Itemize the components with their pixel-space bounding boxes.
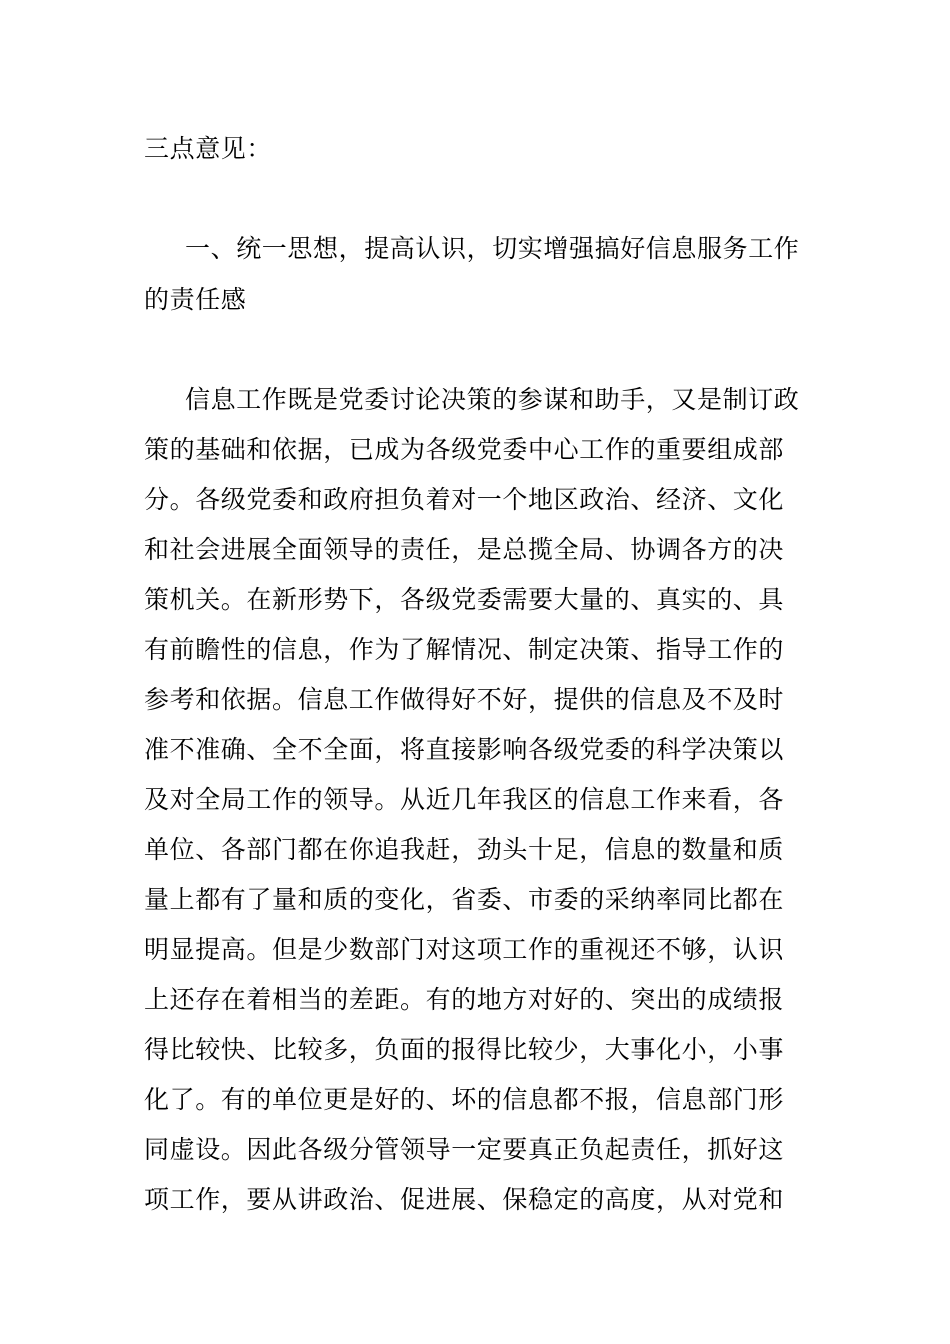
- body-paragraph-line: 和社会进展全面领导的责任，是总揽全局、协调各方的决: [144, 535, 785, 564]
- body-paragraph-line: 分。各级党委和政府担负着对一个地区政治、经济、文化: [144, 485, 785, 514]
- body-paragraph-line: 上还存在着相当的差距。有的地方对好的、突出的成绩报: [144, 985, 785, 1014]
- body-paragraph-line: 策机关。在新形势下，各级党委需要大量的、真实的、具: [144, 585, 785, 614]
- intro-line: 三点意见：: [144, 134, 273, 163]
- body-paragraph-line: 及对全局工作的领导。从近几年我区的信息工作来看，各: [144, 785, 785, 814]
- body-paragraph-line: 项工作，要从讲政治、促进展、保稳定的高度，从对党和: [144, 1185, 785, 1214]
- body-paragraph-line: 化了。有的单位更是好的、坏的信息都不报，信息部门形: [144, 1085, 785, 1114]
- body-paragraph-line: 参考和依据。信息工作做得好不好，提供的信息及不及时: [144, 685, 785, 714]
- section-heading-line: 一、统一思想，提高认识，切实增强搞好信息服务工作: [185, 234, 800, 263]
- body-paragraph-line: 策的基础和依据，已成为各级党委中心工作的重要组成部: [144, 435, 785, 464]
- body-paragraph-line: 单位、各部门都在你追我赶，劲头十足，信息的数量和质: [144, 835, 785, 864]
- section-heading-line: 的责任感: [144, 285, 247, 314]
- body-paragraph-line: 有前瞻性的信息，作为了解情况、制定决策、指导工作的: [144, 635, 785, 664]
- body-paragraph-line: 同虚设。因此各级分管领导一定要真正负起责任，抓好这: [144, 1135, 785, 1164]
- body-paragraph-line: 明显提高。但是少数部门对这项工作的重视还不够，认识: [144, 935, 785, 964]
- body-paragraph-line: 得比较快、比较多，负面的报得比较少，大事化小，小事: [144, 1035, 785, 1064]
- body-paragraph-line: 信息工作既是党委讨论决策的参谋和助手，又是制订政: [185, 385, 800, 414]
- body-paragraph-line: 准不准确、全不全面，将直接影响各级党委的科学决策以: [144, 735, 785, 764]
- body-paragraph-line: 量上都有了量和质的变化，省委、市委的采纳率同比都在: [144, 885, 785, 914]
